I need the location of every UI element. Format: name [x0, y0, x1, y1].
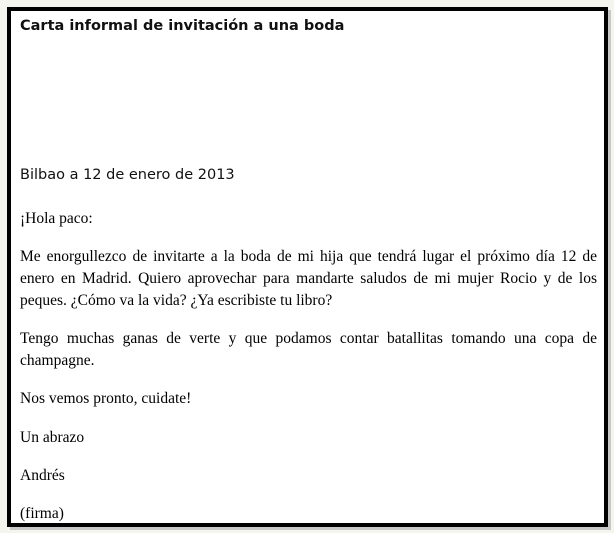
letter-paragraph-1: Me enorgullezco de invitarte a la boda de mi hija que tendrá lugar el próximo día 12 de enero en Madrid. Quiero aprovechar para mandarte saludos de mi mujer Rocio y de los peques. ¿Cómo va la vida? ¿Ya escribiste tu libro?: [20, 248, 597, 309]
letter-closing: Nos vemos pronto, cuidate!: [20, 390, 192, 407]
letter-title: Carta informal de invitación a una boda: [20, 18, 345, 34]
letter-greeting: ¡Hola paco:: [20, 210, 93, 227]
letter-frame: [7, 7, 608, 527]
letter-sender-name: Andrés: [20, 467, 65, 484]
letter-date: Bilbao a 12 de enero de 2013: [20, 167, 235, 183]
letter-farewell: Un abrazo: [20, 429, 85, 446]
letter-paragraph-2: Tengo muchas ganas de verte y que podamos contar batallitas tomando una copa de champagne.: [20, 330, 597, 369]
letter-signature: (firma): [20, 505, 64, 522]
